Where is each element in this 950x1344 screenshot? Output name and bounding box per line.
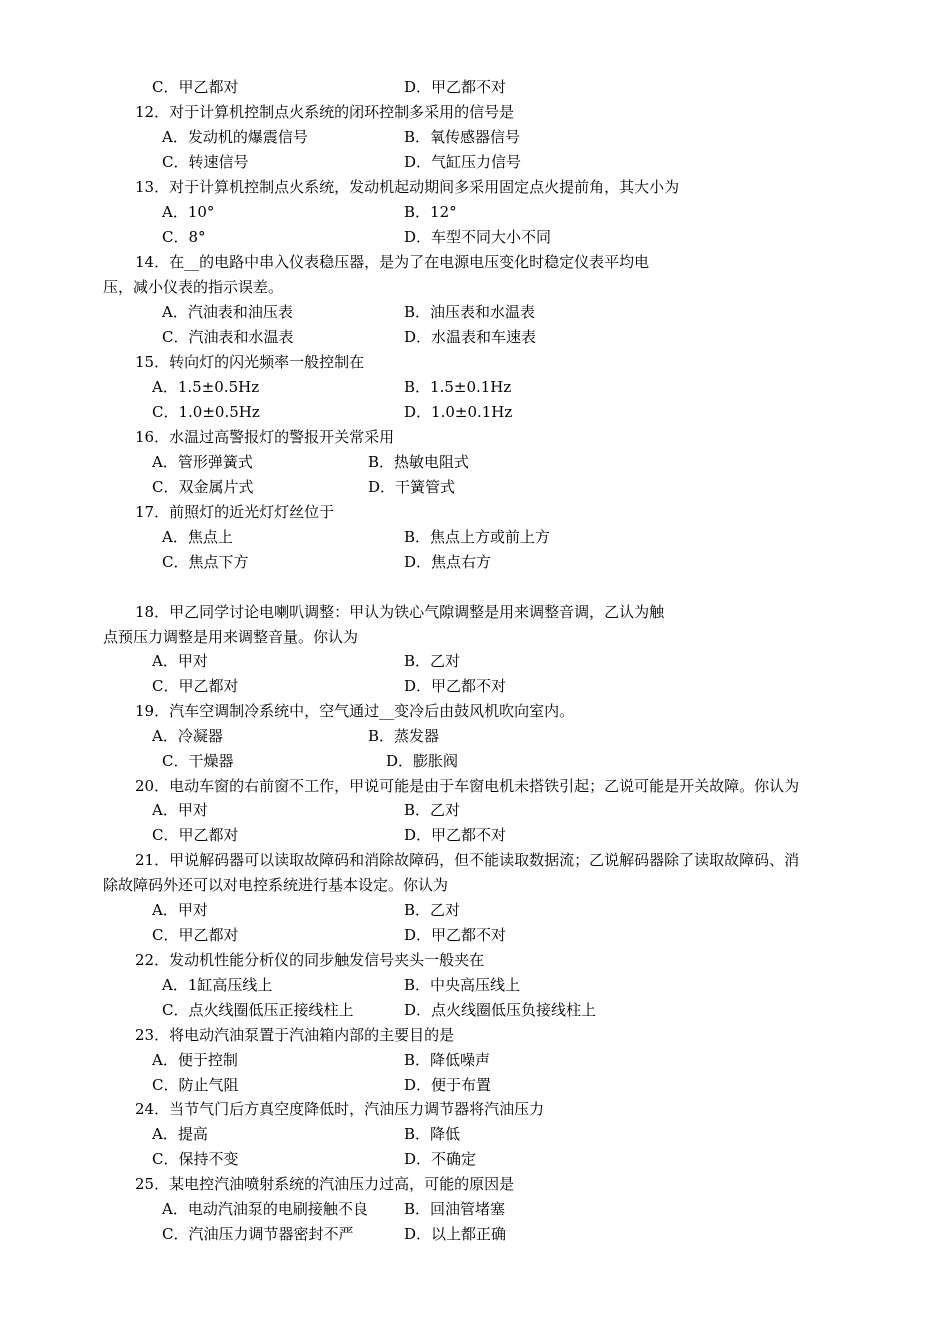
answer-option-d: D．水温表和车速表 bbox=[404, 328, 537, 346]
answer-option-d: D．点火线圈低压负接线柱上 bbox=[404, 1001, 597, 1019]
answer-option-b: B．中央高压线上 bbox=[404, 976, 521, 994]
answer-option-b: B．12° bbox=[404, 203, 457, 221]
answer-option-a: A．管形弹簧式 bbox=[152, 453, 253, 471]
answer-option-d: D．以上都正确 bbox=[404, 1225, 507, 1243]
question-stem-continued: 压，减小仪表的指示误差。 bbox=[103, 278, 284, 296]
answer-option-c: C．汽油压力调节器密封不严 bbox=[162, 1225, 354, 1243]
answer-option-a: A．1.5±0.5Hz bbox=[152, 378, 260, 396]
answer-option-c: C．双金属片式 bbox=[152, 478, 254, 496]
answer-option-c: C．甲乙都对 bbox=[152, 826, 239, 844]
answer-option-b: B．乙对 bbox=[404, 652, 461, 670]
answer-option-d: D．甲乙都不对 bbox=[404, 826, 507, 844]
question-stem: 17．前照灯的近光灯灯丝位于 bbox=[135, 503, 335, 521]
question-stem: 16．水温过高警报灯的警报开关常采用 bbox=[135, 428, 395, 446]
answer-option-c: C．干燥器 bbox=[162, 752, 234, 770]
question-stem: 23．将电动汽油泵置于汽油箱内部的主要目的是 bbox=[135, 1026, 455, 1044]
answer-option-b: B．降低噪声 bbox=[404, 1051, 491, 1069]
answer-option-b: B．蒸发器 bbox=[368, 727, 440, 745]
answer-option-a: A．冷凝器 bbox=[152, 727, 223, 745]
answer-option-b: B．降低 bbox=[404, 1125, 461, 1143]
question-stem: 24．当节气门后方真空度降低时，汽油压力调节器将汽油压力 bbox=[135, 1100, 545, 1118]
answer-option-c: C．点火线圈低压正接线柱上 bbox=[162, 1001, 354, 1019]
question-stem: 19．汽车空调制冷系统中，空气通过__变冷后由鼓风机吹向室内。 bbox=[135, 702, 575, 720]
answer-option-a: A．甲对 bbox=[152, 901, 208, 919]
answer-option-b: B．热敏电阻式 bbox=[368, 453, 470, 471]
answer-option-d: D．甲乙都不对 bbox=[404, 78, 507, 96]
answer-option-c: C．防止气阻 bbox=[152, 1076, 239, 1094]
question-stem: 12．对于计算机控制点火系统的闭环控制多采用的信号是 bbox=[135, 103, 515, 121]
answer-option-c: C．焦点下方 bbox=[162, 553, 249, 571]
question-stem: 15．转向灯的闪光频率一般控制在 bbox=[135, 353, 365, 371]
answer-option-d: D．膨胀阀 bbox=[386, 752, 459, 770]
answer-option-d: D．不确定 bbox=[404, 1150, 477, 1168]
answer-option-a: A．甲对 bbox=[152, 652, 208, 670]
answer-option-c: C．汽油表和水温表 bbox=[162, 328, 294, 346]
question-stem: 21．甲说解码器可以读取故障码和消除故障码，但不能读取数据流；乙说解码器除了读取故障码、消 bbox=[135, 851, 800, 869]
answer-option-a: A．甲对 bbox=[152, 801, 208, 819]
answer-option-d: D．气缸压力信号 bbox=[404, 153, 522, 171]
answer-option-b: B．乙对 bbox=[404, 901, 461, 919]
answer-option-c: C．8° bbox=[162, 228, 206, 246]
answer-option-c: C．甲乙都对 bbox=[152, 78, 239, 96]
answer-option-d: D．焦点右方 bbox=[404, 553, 492, 571]
answer-option-a: A．焦点上 bbox=[162, 528, 233, 546]
question-stem: 25．某电控汽油喷射系统的汽油压力过高，可能的原因是 bbox=[135, 1175, 515, 1193]
answer-option-b: B．回油管堵塞 bbox=[404, 1200, 506, 1218]
answer-option-c: C．转速信号 bbox=[162, 153, 249, 171]
answer-option-c: C．甲乙都对 bbox=[152, 926, 239, 944]
question-stem: 20．电动车窗的右前窗不工作，甲说可能是由于车窗电机未搭铁引起；乙说可能是开关故障。你认为 bbox=[135, 777, 800, 795]
answer-option-a: A．1缸高压线上 bbox=[162, 976, 273, 994]
answer-option-b: B．焦点上方或前上方 bbox=[404, 528, 551, 546]
question-stem: 22．发动机性能分析仪的同步触发信号夹头一般夹在 bbox=[135, 951, 485, 969]
answer-option-d: D．甲乙都不对 bbox=[404, 926, 507, 944]
question-stem: 13．对于计算机控制点火系统，发动机起动期间多采用固定点火提前角，其大小为 bbox=[135, 178, 680, 196]
answer-option-d: D．便于布置 bbox=[404, 1076, 492, 1094]
question-stem-continued: 除故障码外还可以对电控系统进行基本设定。你认为 bbox=[103, 876, 449, 894]
answer-option-a: A．汽油表和油压表 bbox=[162, 303, 293, 321]
answer-option-a: A．10° bbox=[162, 203, 215, 221]
answer-option-c: C．保持不变 bbox=[152, 1150, 239, 1168]
answer-option-b: B．1.5±0.1Hz bbox=[404, 378, 512, 396]
answer-option-d: D．车型不同大小不同 bbox=[404, 228, 552, 246]
answer-option-d: D．1.0±0.1Hz bbox=[404, 403, 513, 421]
answer-option-a: A．提高 bbox=[152, 1125, 208, 1143]
answer-option-c: C．甲乙都对 bbox=[152, 677, 239, 695]
answer-option-a: A．发动机的爆震信号 bbox=[162, 128, 308, 146]
answer-option-d: D．甲乙都不对 bbox=[404, 677, 507, 695]
answer-option-b: B．氧传感器信号 bbox=[404, 128, 521, 146]
answer-option-c: C．1.0±0.5Hz bbox=[152, 403, 260, 421]
question-stem: 14．在__的电路中串入仪表稳压器，是为了在电源电压变化时稳定仪表平均电 bbox=[135, 253, 650, 271]
question-stem: 18．甲乙同学讨论电喇叭调整：甲认为铁心气隙调整是用来调整音调，乙认为触 bbox=[135, 603, 665, 621]
answer-option-d: D．干簧管式 bbox=[368, 478, 456, 496]
answer-option-b: B．油压表和水温表 bbox=[404, 303, 536, 321]
answer-option-b: B．乙对 bbox=[404, 801, 461, 819]
answer-option-a: A．电动汽油泵的电刷接触不良 bbox=[162, 1200, 368, 1218]
answer-option-a: A．便于控制 bbox=[152, 1051, 238, 1069]
question-stem-continued: 点预压力调整是用来调整音量。你认为 bbox=[103, 628, 359, 646]
